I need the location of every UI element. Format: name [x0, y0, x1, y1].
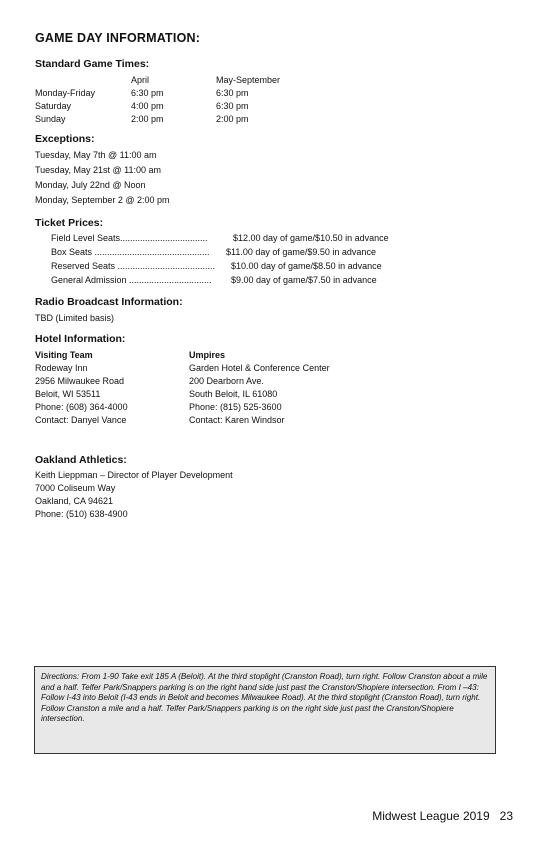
visiting-team-title: Visiting Team [35, 350, 93, 360]
column-header-may-september: May-September [216, 75, 281, 85]
oakland-line: Keith Lieppman – Director of Player Development [35, 470, 233, 480]
oakland-line: Phone: (510) 638-4900 [35, 509, 128, 519]
hotel-heading: Hotel Information: [35, 333, 126, 345]
ticket-row [51, 247, 411, 261]
hotel-line: Garden Hotel & Conference Center [189, 363, 330, 373]
oakland-line: 7000 Coliseum Way [35, 483, 116, 493]
ticket-row [51, 233, 411, 247]
hotel-line: Contact: Karen Windsor [189, 415, 285, 425]
hotel-line: Phone: (608) 364-4000 [35, 402, 128, 412]
page-footer [372, 809, 513, 823]
hotel-line: Contact: Danyel Vance [35, 415, 127, 425]
page-number: 23 [499, 809, 513, 823]
ticket-label: Reserved Seats ....................................... [51, 261, 216, 271]
exception-item: Monday, September 2 @ 2:00 pm [35, 195, 170, 205]
exception-item: Monday, July 22nd @ Noon [35, 180, 146, 190]
radio-text: TBD (Limited basis) [35, 313, 115, 323]
visiting-team-hotel [35, 349, 128, 427]
exceptions-list [35, 149, 170, 209]
ticket-prices-heading: Ticket Prices: [35, 217, 104, 229]
april-column [131, 87, 164, 126]
standard-times-heading: Standard Game Times: [35, 58, 150, 70]
maysep-time: 2:00 pm [216, 114, 249, 124]
hotel-line: 200 Dearborn Ave. [189, 376, 264, 386]
hotel-line: 2956 Milwaukee Road [35, 376, 125, 386]
ticket-label: Box Seats .............................................. [51, 247, 210, 257]
day-label: Sunday [35, 114, 66, 124]
ticket-label: Field Level Seats................................... [51, 233, 208, 243]
may-september-column [216, 87, 249, 126]
oakland-line: Oakland, CA 94621 [35, 496, 114, 506]
oakland-contact [35, 469, 233, 521]
april-time: 4:00 pm [131, 101, 164, 111]
ticket-price: $9.00 day of game/$7.50 in advance [231, 275, 377, 285]
exception-item: Tuesday, May 7th @ 11:00 am [35, 150, 157, 160]
column-header-april: April [131, 75, 150, 85]
directions-text: Directions: From 1-90 Take exit 185 A (Beloit). At the third stoplight (Cranston Road), turn right. Follow Cranston about a mile and a half. Telfer Park/Snappers parking is on the right hand side just past the Cranston/Shopiere intersection. From I –43: Follow I-43 into Beloit (I-43 ends in Beloit and becomes Milwaukee Road). At the third stoplight (Cranston Road), turn right. Follow Cranston a mile and a half. Telfer Park/Snappers parking is on the right side just past the Cranston/Shopiere intersection. [41, 672, 488, 723]
april-time: 2:00 pm [131, 114, 164, 124]
ticket-row [51, 275, 411, 289]
ticket-label: General Admission ................................. [51, 275, 212, 285]
hotel-line: South Beloit, IL 61080 [189, 389, 278, 399]
ticket-row [51, 261, 411, 275]
april-time: 6:30 pm [131, 88, 164, 98]
umpires-hotel [189, 349, 330, 427]
ticket-price: $10.00 day of game/$8.50 in advance [231, 261, 382, 271]
radio-heading: Radio Broadcast Information: [35, 296, 183, 308]
exceptions-heading: Exceptions: [35, 133, 95, 145]
day-column [35, 87, 95, 126]
hotel-line: Rodeway Inn [35, 363, 88, 373]
umpires-title: Umpires [189, 350, 226, 360]
exception-item: Tuesday, May 21st @ 11:00 am [35, 165, 162, 175]
maysep-time: 6:30 pm [216, 101, 249, 111]
hotel-line: Phone: (815) 525-3600 [189, 402, 282, 412]
footer-text: Midwest League 2019 [372, 809, 490, 823]
page-title: GAME DAY INFORMATION: [35, 31, 201, 45]
day-label: Monday-Friday [35, 88, 96, 98]
day-label: Saturday [35, 101, 72, 111]
ticket-price: $12.00 day of game/$10.50 in advance [233, 233, 389, 243]
oakland-heading: Oakland Athletics: [35, 454, 127, 466]
directions-box [34, 666, 496, 754]
maysep-time: 6:30 pm [216, 88, 249, 98]
ticket-price: $11.00 day of game/$9.50 in advance [226, 247, 376, 257]
hotel-line: Beloit, WI 53511 [35, 389, 101, 399]
